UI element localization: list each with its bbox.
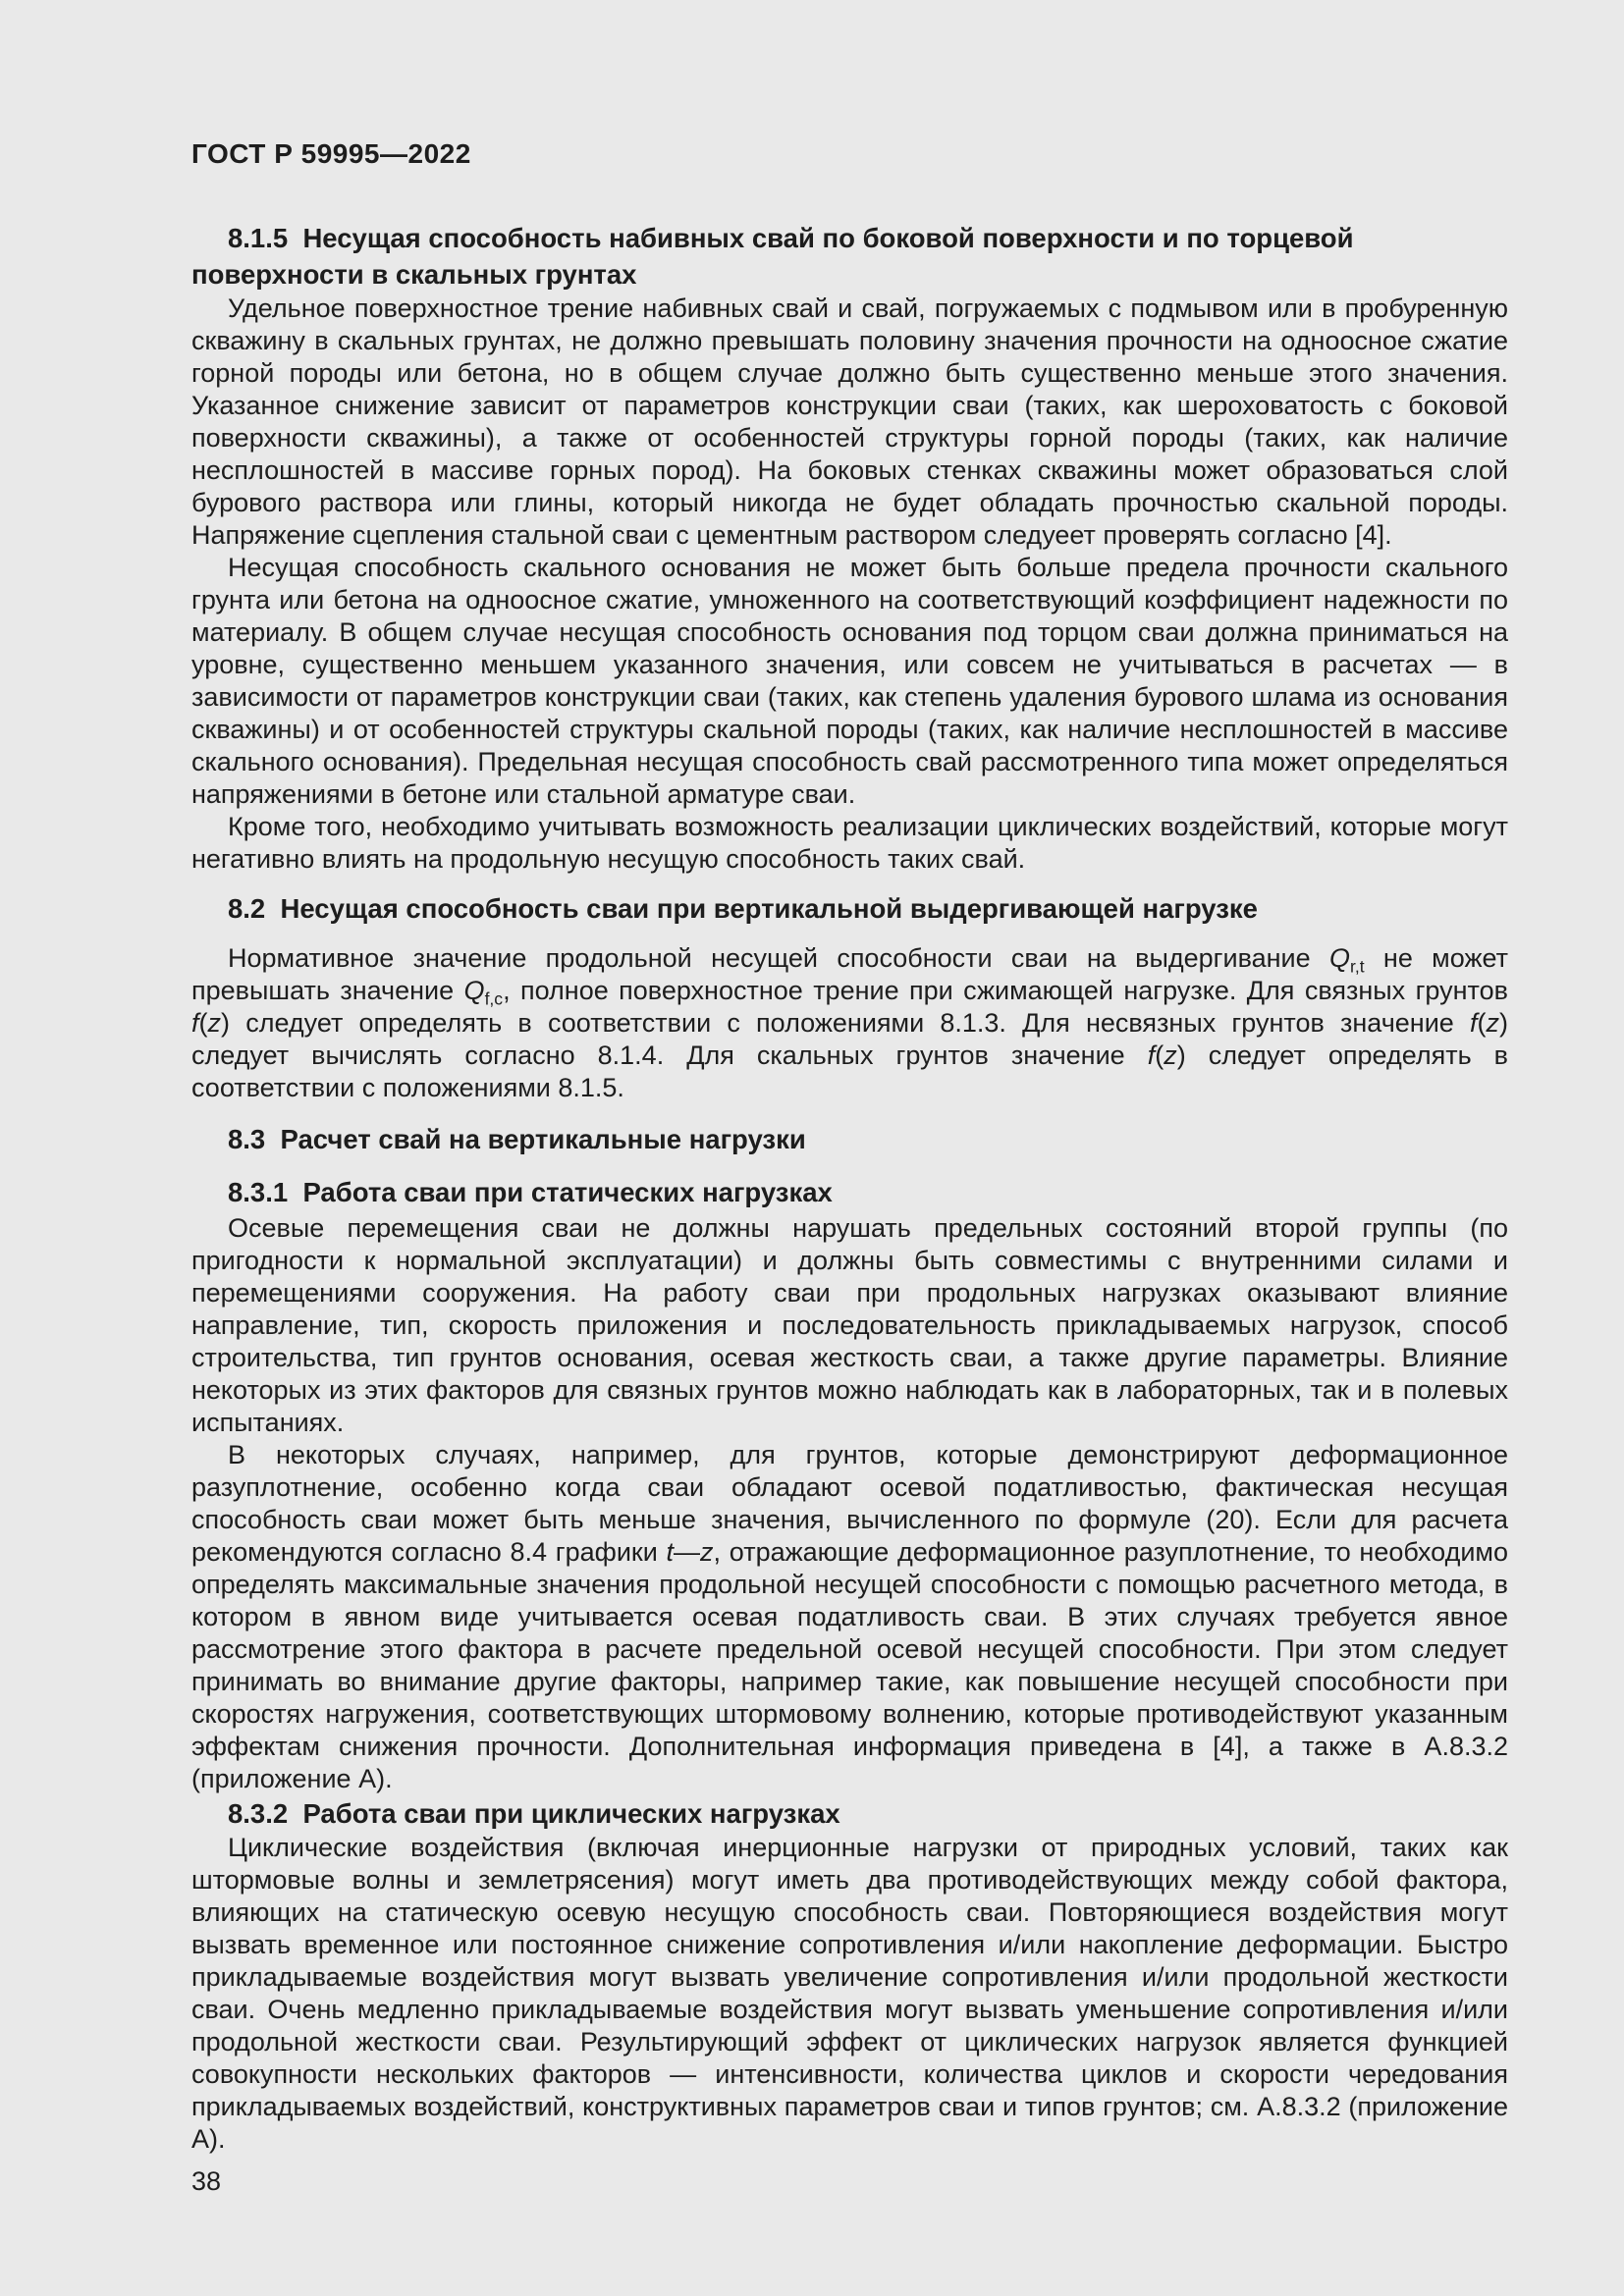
text-run: , отражающие деформационное разуплотнение, то необходимо определять максимальные значения продольной несущей способности с помощью расчетного метода, в котором в явном виде учитывается осевая податливость сваи. В этих случаях требуется явное рассмотрение этого фактора в расчете предельной осевой несущей способности. При этом следует принимать во внимание другие факторы, например такие, как повышение несущей способности при скоростях нагружения, соответствующих штормовому волнению, которые противодействуют указанным эффектам снижения прочности. Дополнительная информация приведена в [4], а также в А.8.3.2 (приложение А). (191, 1537, 1508, 1793)
italic-text-run: f (1469, 1008, 1478, 1038)
text-run: — (674, 1537, 701, 1567)
italic-text-run: t (666, 1537, 675, 1567)
subscript-text-run: r,t (1349, 956, 1365, 977)
document-body (191, 220, 1508, 2156)
italic-text-run: z (1164, 1041, 1177, 1070)
paragraph (191, 1212, 1508, 1439)
paragraph (191, 552, 1508, 811)
text-run: ( (1155, 1041, 1164, 1070)
text-run: Циклические воздействия (включая инерционные нагрузки от природных условий, таких как штормовые волны и землетрясения) могут иметь два противодействующих между собой фактора, влияющих на статическую осевую несущую способность сваи. Повторяющиеся воздействия могут вызвать временное или постоянное снижение сопротивления и/или накопление деформации. Быстро прикладываемые воздействия могут вызвать увеличение сопротивления и/или продольной жесткости сваи. Очень медленно прикладываемые воздействия могут вызвать уменьшение сопротивления и/или продольной жесткости сваи. Результирующий эффект от циклических нагрузок является функцией совокупности нескольких факторов — интенсивности, количества циклов и скорости чередования прикладываемых воздействий, конструктивных параметров сваи и типов грунтов; см. А.8.3.2 (приложение А). (191, 1833, 1508, 2154)
text-run: ) следует определять в соответствии с положениями 8.1.3. Для несвязных грунтов значение (221, 1008, 1470, 1038)
section-heading-8-3-1 (191, 1174, 1508, 1210)
text-run: В некоторых случаях, например, для грунтов, которые демонстрируют деформационное разуплотнение, особенно когда сваи обладают осевой податливостью, фактическая несущая способность сваи может быть меньше значения, вычисленного по формуле (20). Если для расчета рекомендуются согласно 8.4 графики (191, 1440, 1508, 1567)
italic-text-run: Q (1328, 943, 1350, 973)
section-heading-8-3 (191, 1121, 1508, 1157)
italic-text-run: f (191, 1008, 199, 1038)
text-run: 8.3.1 Работа сваи при статических нагрузках (228, 1177, 833, 1207)
text-run: ( (198, 1008, 208, 1038)
section-heading-8-3-2 (191, 1795, 1508, 1832)
text-run: ) следует вычислять согласно 8.1.4. Для скальных грунтов значение (191, 1008, 1508, 1070)
subscript-text-run: f,c (484, 988, 504, 1009)
text-run: Удельное поверхностное трение набивных свай и свай, погружаемых с подмывом или в пробуренную скважину в скальных грунтах, не должно превышать половину значения прочности на одноосное сжатие горной породы или бетона, но в общем случае должно быть существенно меньше этого значения. Указанное снижение зависит от параметров конструкции сваи (таких, как шероховатость с боковой поверхности скважины), а также от особенностей структуры горной породы (таких, как наличие несплошностей в массиве горных пород). На боковых стенках скважины может образоваться слой бурового раствора или глины, который никогда не будет обладать прочностью скальной породы. Напряжение сцепления стальной сваи с цементным раствором следуеет проверять согласно [4]. (191, 294, 1508, 550)
paragraph (191, 811, 1508, 876)
text-run: 8.1.5 Несущая способность набивных свай по боковой поверхности и по торцевой поверхности в скальных грунтах (191, 223, 1354, 290)
section-heading-8-1-5 (191, 220, 1508, 293)
document-code-header: ГОСТ Р 59995—2022 (191, 138, 471, 169)
text-run: 8.3.2 Работа сваи при циклических нагрузках (228, 1798, 840, 1829)
italic-text-run: z (207, 1008, 222, 1038)
paragraph (191, 293, 1508, 552)
italic-text-run: Q (463, 976, 485, 1005)
text-run: Нормативное значение продольной несущей способности сваи на выдергивание (228, 943, 1329, 973)
text-run: 8.2 Несущая способность сваи при вертикальной выдергивающей нагрузке (228, 893, 1258, 924)
text-run: ( (1477, 1008, 1487, 1038)
italic-text-run: z (1486, 1008, 1499, 1038)
text-run: Кроме того, необходимо учитывать возможность реализации циклических воздействий, которые могут негативно влиять на продольную несущую способность таких свай. (191, 812, 1508, 874)
paragraph (191, 942, 1508, 1104)
text-run: Несущая способность скального основания не может быть больше предела прочности скального грунта или бетона на одноосное сжатие, умноженного на соответствующий коэффициент надежности по материалу. В общем случае несущая способность основания под торцом сваи должна приниматься на уровне, существенно меньшем указанного значения, или совсем не учитываться в расчетах — в зависимости от параметров конструкции сваи (таких, как степень удаления бурового шлама из основания скважины) и от особенностей структуры скальной породы (таких, как наличие несплошностей в массиве скального основания). Предельная несущая способность свай рассмотренного типа может определяться напряжениями в бетоне или стальной арматуре сваи. (191, 553, 1508, 809)
page-number: 38 (191, 2166, 222, 2196)
italic-text-run: z (700, 1537, 714, 1567)
text-run: не может превышать значение (191, 943, 1508, 1005)
paragraph (191, 1832, 1508, 2156)
section-heading-8-2 (191, 890, 1508, 927)
italic-text-run: f (1147, 1041, 1156, 1070)
paragraph (191, 1439, 1508, 1795)
text-run: ) следует определять в соответствии с положениями 8.1.5. (191, 1041, 1508, 1102)
text-run: 8.3 Расчет свай на вертикальные нагрузки (228, 1124, 806, 1154)
text-run: , полное поверхностное трение при сжимающей нагрузке. Для связных грунтов (503, 976, 1508, 1005)
text-run: Осевые перемещения сваи не должны нарушать предельных состояний второй группы (по пригодности к нормальной эксплуатации) и должны быть совместимы с внутренними силами и перемещениями сооружения. На работу сваи при продольных нагрузках оказывают влияние направление, тип, скорость приложения и последовательность прикладываемых нагрузок, способ строительства, тип грунтов основания, осевая жесткость сваи, а также другие параметры. Влияние некоторых из этих факторов для связных грунтов можно наблюдать как в лабораторных, так и в полевых испытаниях. (191, 1213, 1508, 1437)
